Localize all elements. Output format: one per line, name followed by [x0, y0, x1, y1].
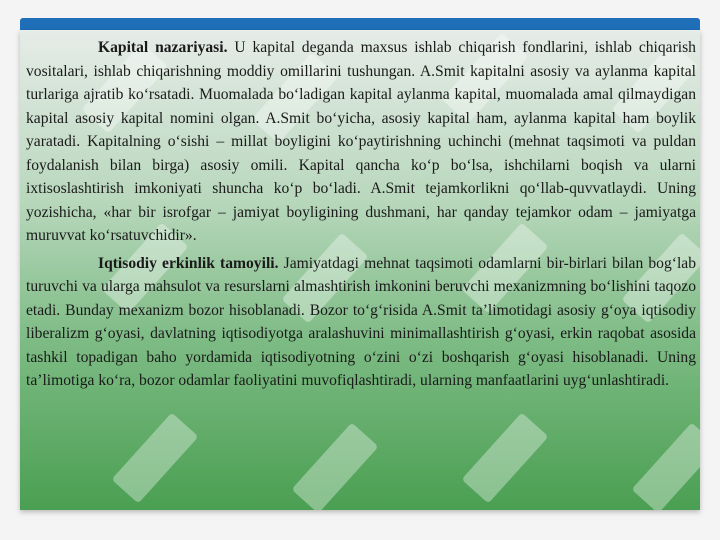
paragraph-capital-theory: [26, 36, 696, 248]
slide-text: [26, 36, 696, 397]
watermark-shape: [292, 423, 379, 510]
watermark-shape: [462, 413, 549, 504]
watermark-shape: [112, 413, 199, 504]
watermark-shape: [632, 423, 700, 510]
paragraph-body: Jamiyatdagi mehnat taqsimoti odamlarni bir-birlari bilan bog‘lab turuvchi va ularga mahsulot va resurslarni almashtirish imkonini beruvchi mexanizmning bo‘lishini taqozo etadi. Bunday mexanizm bozor hisoblanadi. Bozor to‘g‘risida A.Smit ta’limotidagi asosiy g‘oya iqtisodiy liberalizm g‘oyasi, davlatning iqtisodiyotga aralashuvini minimallashtirish g‘oyasi, erkin raqobat asosida tashkil topadigan baho yordamida iqtisodiyotning o‘zini o‘zi boshqarish g‘oyasi hisoblanadi. Uning ta’limotiga ko‘ra, bozor odamlar faoliyatini muvofiqlashtiradi, ularning manfaatlarini uyg‘unlashtiradi.: [26, 254, 697, 389]
paragraph-body: U kapital deganda maxsus ishlab chiqarish fondlarini, ishlab chiqarish vositalari, ishlab chiqarishning moddiy omillarini tushungan. A.Smit kapitalni asosiy va aylanma kapital turlariga ajratib ko‘rsatadi. Muomalada bo‘ladigan kapital aylanma kapital, muomalada amal qilmaydigan kapital asosiy kapital nomini olgan. A.Smit bo‘yicha, asosiy kapital ham, aylanma kapital ham boylik yaratadi. Kapitalning o‘sishi – millat boyligini ko‘paytirishning uchinchi (mehnat taqsimoti va puldan foydalanish bilan birga) asosiy omili. Kapital qancha ko‘p bo‘lsa, ishchilarni boqish va ularni ixtisoslashtirish imkoniyati shuncha ko‘p bo‘ladi. A.Smit tejamkorlikni qo‘llab-quvvatlaydi. Uning yozishicha, «har bir isrofgar – jamiyat boyligining dushmani, har qanday tejamkor odam – jamiyatga muruvvat ko‘rsatuvchidir».: [26, 39, 696, 244]
content-panel: [20, 30, 700, 510]
paragraph-heading: Kapital nazariyasi.: [98, 39, 228, 56]
paragraph-heading: Iqtisodiy erkinlik tamoyili.: [98, 254, 279, 272]
paragraph-economic-freedom: [26, 252, 696, 393]
